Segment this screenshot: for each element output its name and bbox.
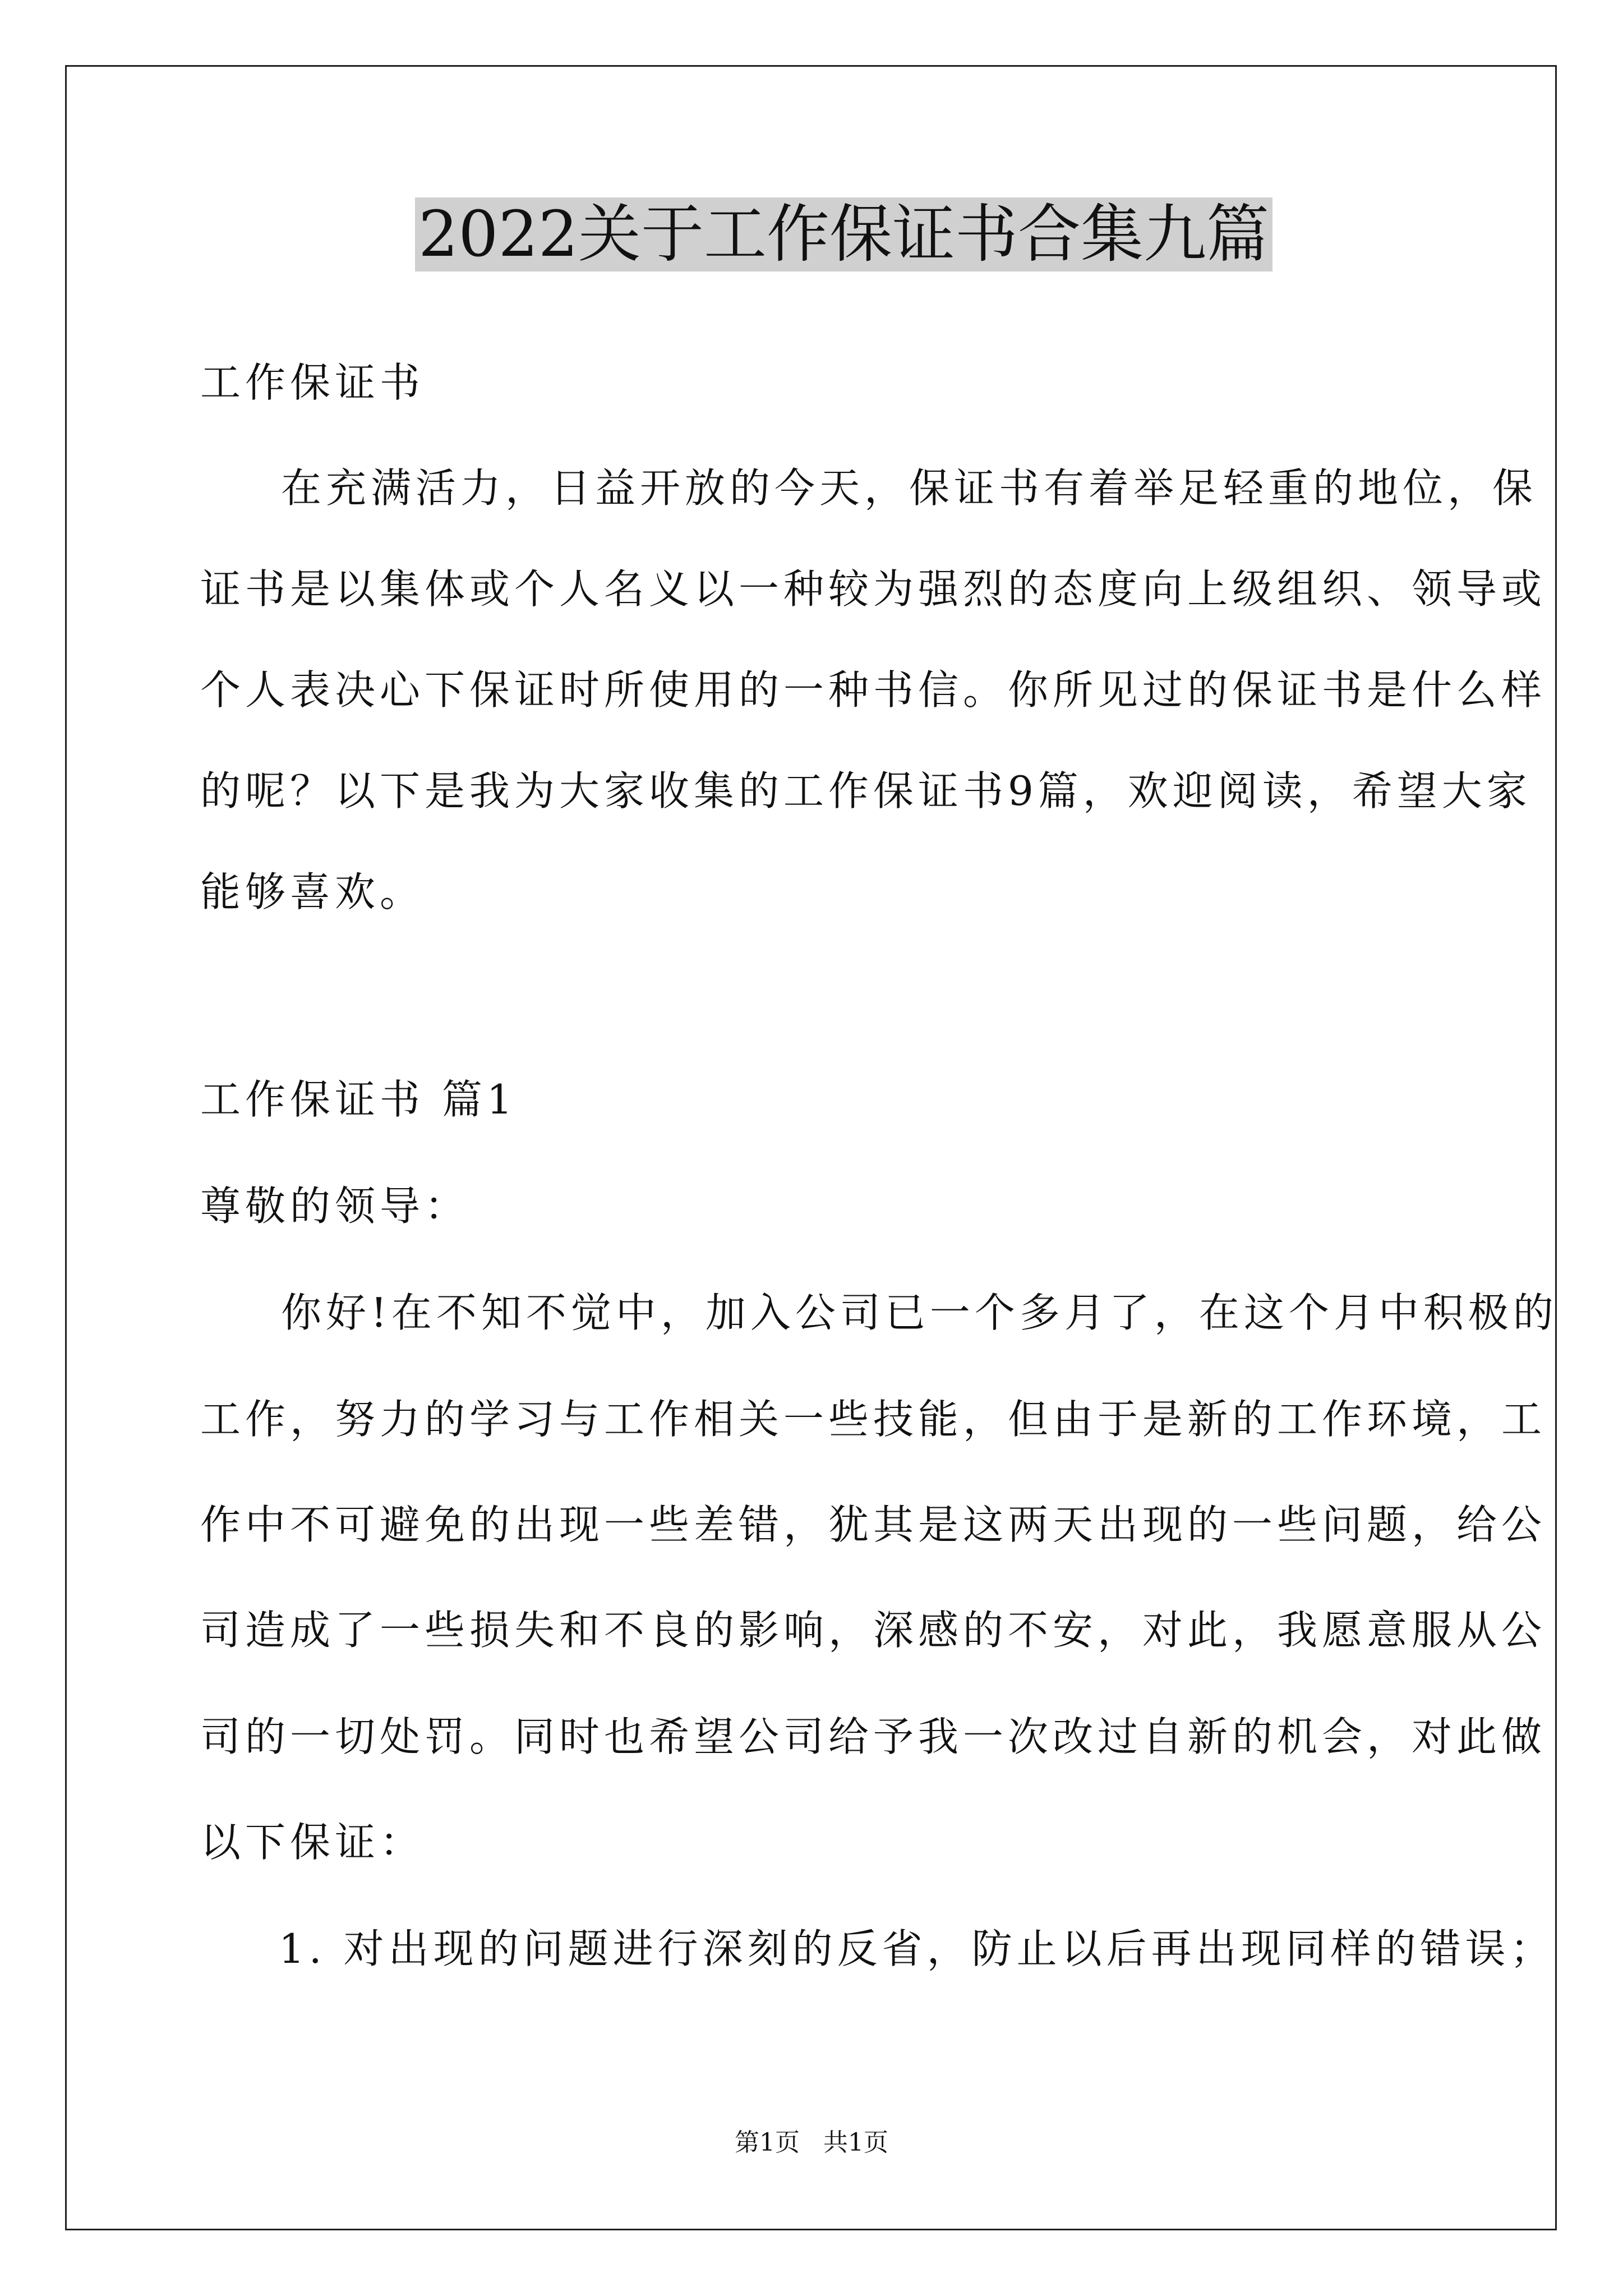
document-title: 2022关于工作保证书合集九篇 <box>415 197 1272 272</box>
body-line: 你好!在不知不觉中，加入公司已一个多月了，在这个月中积极的 <box>281 1289 1558 1336</box>
list-item: 1. 对出现的问题进行深刻的反省，防止以后再出现同样的错误； <box>279 1925 1555 1972</box>
body-line: 工作，努力的学习与工作相关一些技能，但由于是新的工作环境，工 <box>200 1396 1547 1443</box>
body-line: 司的一切处罚。同时也希望公司给予我一次改过自新的机会，对此做 <box>200 1713 1547 1760</box>
body-line: 司造成了一些损失和不良的影响，深感的不安，对此，我愿意服从公 <box>200 1607 1547 1654</box>
intro-line: 的呢？以下是我为大家收集的工作保证书9篇，欢迎阅读，希望大家 <box>200 767 1532 815</box>
salutation: 尊敬的领导： <box>200 1182 470 1230</box>
body-line: 作中不可避免的出现一些差错，犹其是这两天出现的一些问题，给公 <box>200 1501 1547 1548</box>
intro-line: 证书是以集体或个人名义以一种较为强烈的态度向上级组织、领导或 <box>200 565 1547 613</box>
intro-line: 能够喜欢。 <box>200 868 425 915</box>
intro-line: 个人表决心下保证时所使用的一种书信。你所见过的保证书是什么样 <box>200 666 1547 714</box>
body-line: 以下保证： <box>200 1819 425 1866</box>
section-heading: 工作保证书 篇1 <box>200 1076 517 1123</box>
intro-heading: 工作保证书 <box>200 359 425 406</box>
intro-line: 在充满活力，日益开放的今天，保证书有着举足轻重的地位，保 <box>281 464 1538 512</box>
page-footer: 第1页 共1页 <box>735 2128 888 2157</box>
